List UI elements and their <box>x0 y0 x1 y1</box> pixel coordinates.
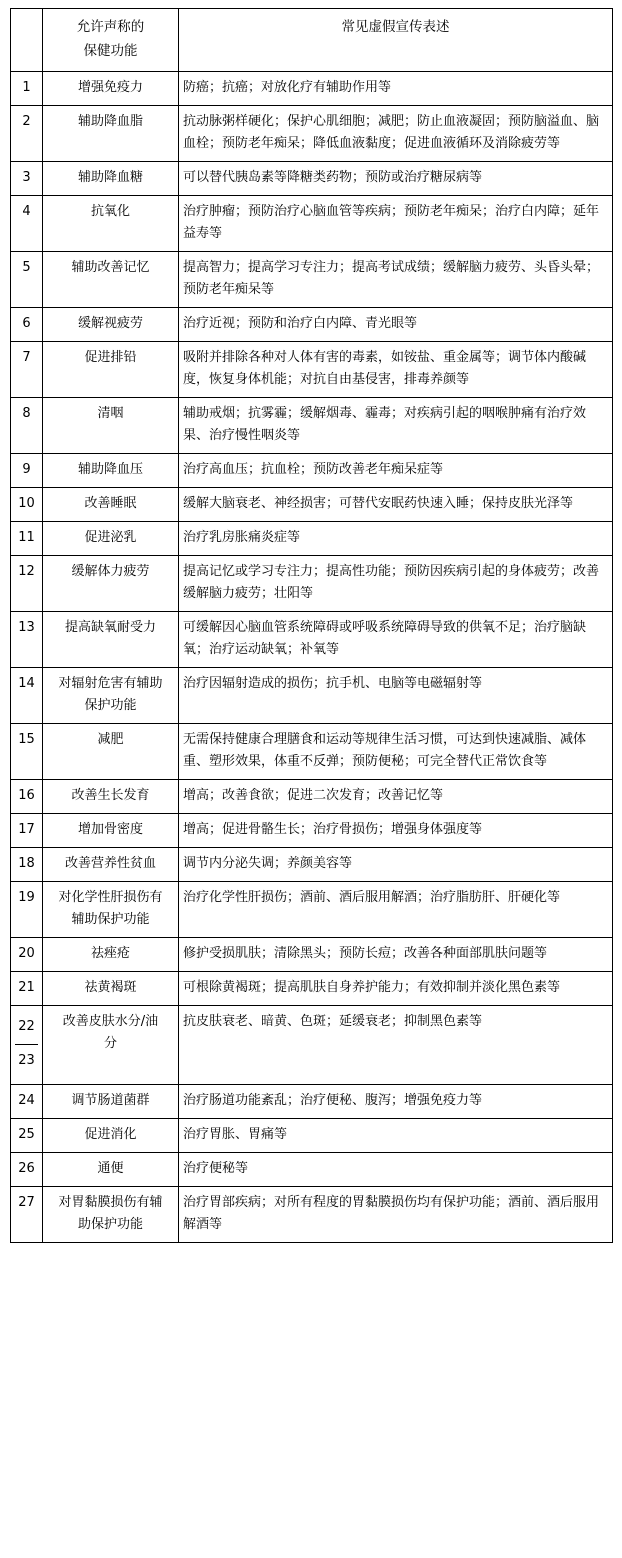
table-row <box>11 1187 613 1243</box>
row-claim: 可缓解因心脑血管系统障碍或呼吸系统障碍导致的供氧不足；治疗脑缺氧；治疗运动缺氧；补氧等 <box>179 612 613 668</box>
row-function: 减肥 <box>43 724 179 780</box>
table-row <box>11 196 613 252</box>
row-claim: 可根除黄褐斑；提高肌肤自身养护能力；有效抑制并淡化黑色素等 <box>179 972 613 1006</box>
row-claim: 防癌；抗癌；对放化疗有辅助作用等 <box>179 72 613 106</box>
row-function <box>43 882 179 938</box>
row-index: 8 <box>11 398 43 454</box>
row-index: 9 <box>11 454 43 488</box>
table-header <box>11 9 613 72</box>
row-function <box>43 668 179 724</box>
row-index: 1 <box>11 72 43 106</box>
table-row <box>11 1006 613 1085</box>
table-row <box>11 724 613 780</box>
table-row <box>11 612 613 668</box>
row-index: 5 <box>11 252 43 308</box>
table-row <box>11 522 613 556</box>
row-index: 20 <box>11 938 43 972</box>
row-index: 2 <box>11 106 43 162</box>
table-row <box>11 1153 613 1187</box>
table-row <box>11 454 613 488</box>
row-index: 14 <box>11 668 43 724</box>
row-function: 缓解体力疲劳 <box>43 556 179 612</box>
row-claim: 无需保持健康合理膳食和运动等规律生活习惯，可达到快速减脂、减体重、塑形效果，体重不反弹；预防便秘；可完全替代正常饮食等 <box>179 724 613 780</box>
row-claim: 治疗肠道功能紊乱；治疗便秘、腹泻；增强免疫力等 <box>179 1085 613 1119</box>
row-index: 3 <box>11 162 43 196</box>
row-function: 改善生长发育 <box>43 780 179 814</box>
row-claim: 治疗胃部疾病；对所有程度的胃黏膜损伤均有保护功能；酒前、酒后服用解酒等 <box>179 1187 613 1243</box>
row-function: 抗氧化 <box>43 196 179 252</box>
table-row <box>11 814 613 848</box>
row-claim: 治疗近视；预防和治疗白内障、青光眼等 <box>179 308 613 342</box>
table-row <box>11 882 613 938</box>
table-row <box>11 938 613 972</box>
row-claim: 治疗便秘等 <box>179 1153 613 1187</box>
row-index: 22 <box>15 1011 38 1045</box>
row-function: 促进泌乳 <box>43 522 179 556</box>
table-row <box>11 1119 613 1153</box>
table-row <box>11 308 613 342</box>
row-index-second: 23 <box>18 1053 35 1068</box>
row-index: 12 <box>11 556 43 612</box>
row-function: 增加骨密度 <box>43 814 179 848</box>
row-function <box>43 1187 179 1243</box>
row-index: 19 <box>11 882 43 938</box>
table-body <box>11 72 613 1243</box>
row-claim: 修护受损肌肤；清除黑头；预防长痘；改善各种面部肌肤问题等 <box>179 938 613 972</box>
row-claim: 抗皮肤衰老、暗黄、色斑；延缓衰老；抑制黑色素等 <box>179 1006 613 1085</box>
table-row <box>11 780 613 814</box>
row-claim: 治疗乳房胀痛炎症等 <box>179 522 613 556</box>
row-claim: 可以替代胰岛素等降糖类药物；预防或治疗糖尿病等 <box>179 162 613 196</box>
table-row <box>11 106 613 162</box>
header-claims-cell: 常见虚假宣传表述 <box>179 9 613 72</box>
row-function: 祛黄褐斑 <box>43 972 179 1006</box>
row-function: 改善营养性贫血 <box>43 848 179 882</box>
row-claim: 治疗肿瘤；预防治疗心脑血管等疾病；预防老年痴呆；治疗白内障；延年益寿等 <box>179 196 613 252</box>
table-row <box>11 1085 613 1119</box>
row-index: 4 <box>11 196 43 252</box>
row-index: 7 <box>11 342 43 398</box>
row-function-line2: 辅助保护功能 <box>71 912 150 927</box>
row-claim: 治疗化学性肝损伤；酒前、酒后服用解酒；治疗脂肪肝、肝硬化等 <box>179 882 613 938</box>
table-row <box>11 72 613 106</box>
table-row <box>11 668 613 724</box>
table-row <box>11 556 613 612</box>
table-row <box>11 488 613 522</box>
row-index: 24 <box>11 1085 43 1119</box>
row-function: 辅助降血糖 <box>43 162 179 196</box>
row-index: 25 <box>11 1119 43 1153</box>
row-function-line1: 对辐射危害有辅助 <box>58 676 163 691</box>
row-claim: 治疗胃胀、胃痛等 <box>179 1119 613 1153</box>
row-function: 促进排铅 <box>43 342 179 398</box>
row-function-line1: 对胃黏膜损伤有辅 <box>58 1195 163 1210</box>
row-function: 辅助改善记忆 <box>43 252 179 308</box>
row-index: 13 <box>11 612 43 668</box>
row-claim: 提高智力；提高学习专注力；提高考试成绩；缓解脑力疲劳、头昏头晕；预防老年痴呆等 <box>179 252 613 308</box>
row-function: 辅助降血脂 <box>43 106 179 162</box>
table-row <box>11 252 613 308</box>
row-function: 增强免疫力 <box>43 72 179 106</box>
row-index: 10 <box>11 488 43 522</box>
row-claim: 吸附并排除各种对人体有害的毒素，如铵盐、重金属等；调节体内酸碱度，恢复身体机能；对抗自由基侵害，排毒养颜等 <box>179 342 613 398</box>
row-function-line2: 分 <box>103 1036 117 1051</box>
row-index: 11 <box>11 522 43 556</box>
row-index: 18 <box>11 848 43 882</box>
row-index-pair <box>11 1006 43 1085</box>
row-index: 16 <box>11 780 43 814</box>
row-claim: 缓解大脑衰老、神经损害；可替代安眠药快速入睡；保持皮肤光泽等 <box>179 488 613 522</box>
health-claims-table <box>10 8 613 1243</box>
row-function <box>43 1006 179 1085</box>
row-function: 清咽 <box>43 398 179 454</box>
row-claim: 辅助戒烟；抗雾霾；缓解烟毒、霾毒；对疾病引起的咽喉肿痛有治疗效果、治疗慢性咽炎等 <box>179 398 613 454</box>
header-function-line1: 允许声称的 <box>76 19 145 35</box>
row-claim: 治疗因辐射造成的损伤；抗手机、电脑等电磁辐射等 <box>179 668 613 724</box>
row-index: 15 <box>11 724 43 780</box>
table-header-row <box>11 9 613 72</box>
row-claim: 提高记忆或学习专注力；提高性功能；预防因疾病引起的身体疲劳；改善缓解脑力疲劳；壮阳等 <box>179 556 613 612</box>
row-index: 17 <box>11 814 43 848</box>
row-function: 调节肠道菌群 <box>43 1085 179 1119</box>
row-index: 27 <box>11 1187 43 1243</box>
row-function-line1: 改善皮肤水分/油 <box>62 1014 159 1029</box>
table-row <box>11 972 613 1006</box>
row-index: 21 <box>11 972 43 1006</box>
row-function: 辅助降血压 <box>43 454 179 488</box>
row-index: 6 <box>11 308 43 342</box>
row-function-line1: 对化学性肝损伤有 <box>58 890 163 905</box>
table-row <box>11 398 613 454</box>
table-row <box>11 848 613 882</box>
row-function: 促进消化 <box>43 1119 179 1153</box>
row-function-line2: 保护功能 <box>84 698 137 713</box>
row-claim: 调节内分泌失调；养颜美容等 <box>179 848 613 882</box>
row-function-line2: 助保护功能 <box>77 1217 143 1232</box>
header-index-cell <box>11 9 43 72</box>
row-claim: 增高；改善食欲；促进二次发育；改善记忆等 <box>179 780 613 814</box>
row-function: 缓解视疲劳 <box>43 308 179 342</box>
row-function: 祛痤疮 <box>43 938 179 972</box>
table-row <box>11 342 613 398</box>
row-claim: 增高；促进骨骼生长；治疗骨损伤；增强身体强度等 <box>179 814 613 848</box>
row-index: 26 <box>11 1153 43 1187</box>
row-function: 通便 <box>43 1153 179 1187</box>
row-function: 改善睡眠 <box>43 488 179 522</box>
row-claim: 抗动脉粥样硬化；保护心肌细胞；减肥；防止血液凝固；预防脑溢血、脑血栓；预防老年痴呆；降低血液黏度；促进血液循环及消除疲劳等 <box>179 106 613 162</box>
row-claim: 治疗高血压；抗血栓；预防改善老年痴呆症等 <box>179 454 613 488</box>
header-function-line2: 保健功能 <box>83 43 138 59</box>
table-row <box>11 162 613 196</box>
header-function-cell <box>43 9 179 72</box>
row-function: 提高缺氧耐受力 <box>43 612 179 668</box>
